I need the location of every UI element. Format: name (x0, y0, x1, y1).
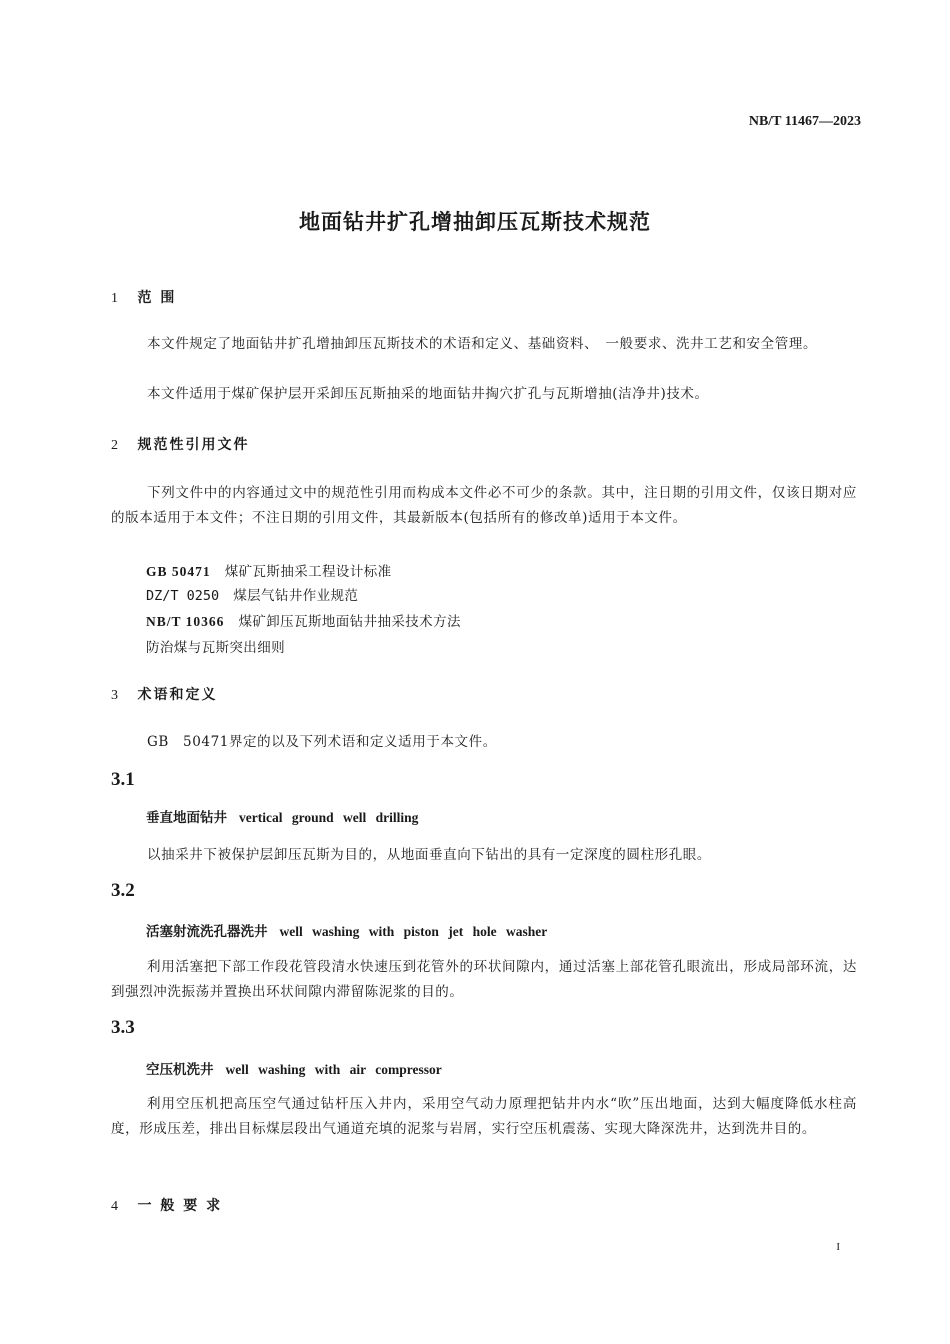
section-3-heading (111, 684, 217, 704)
term-definition: 利用活塞把下部工作段花管段清水快速压到花管外的环状间隙内，通过活塞上部花管孔眼流出，形成局部环流，达到强烈冲洗振荡并置换出环状间隙内滞留陈泥浆的目的。 (111, 959, 857, 1000)
reference-code: GB 50471 (146, 564, 211, 579)
term-english: well washing with air compressor (225, 1062, 442, 1077)
term-number: 3.1 (111, 769, 135, 790)
document-code: NB/T 11467—2023 (748, 114, 861, 129)
section-number: 3 (111, 688, 118, 703)
reference-item (146, 636, 285, 656)
term-number: 3.2 (111, 880, 135, 901)
term-chinese: 活塞射流洗孔器洗井 (146, 924, 268, 940)
section-1-heading (111, 287, 176, 307)
reference-item (146, 584, 358, 604)
term-english: well washing with piston jet hole washer (279, 924, 548, 939)
term-heading (146, 1058, 442, 1078)
section-2-heading (111, 434, 249, 454)
section-title: 范 围 (137, 290, 177, 306)
reference-item (146, 610, 461, 630)
section-4-heading (111, 1195, 222, 1215)
section-title: 术语和定义 (137, 687, 218, 703)
term-chinese: 空压机洗井 (146, 1062, 214, 1078)
section-title: 一 般 要 求 (137, 1198, 223, 1214)
section-number: 4 (111, 1199, 118, 1214)
section-3-paragraph-1: GB 50471界定的以及下列术语和定义适用于本文件。 (147, 734, 497, 750)
page-number: I (836, 1241, 840, 1253)
reference-name: 煤层气钻井作业规范 (233, 588, 359, 604)
reference-name: 煤矿卸压瓦斯地面钻井抽采技术方法 (238, 614, 461, 630)
reference-name: 防治煤与瓦斯突出细则 (146, 640, 285, 656)
reference-item (146, 560, 392, 580)
section-title: 规范性引用文件 (137, 437, 250, 453)
term-english: vertical ground well drilling (239, 810, 419, 825)
section-2-paragraph-1: 下列文件中的内容通过文中的规范性引用而构成本文件必不可少的条款。其中，注日期的引用文件，仅该日期对应的版本适用于本文件；不注日期的引用文件，其最新版本(包括所有的修改单)适用于本文件。 (111, 485, 857, 526)
term-chinese: 垂直地面钻井 (146, 810, 227, 826)
reference-code: NB/T 10366 (146, 614, 225, 629)
section-number: 2 (111, 438, 118, 453)
term-definition: 利用空压机把高压空气通过钻杆压入井内，采用空气动力原理把钻井内水“吹”压出地面，达到大幅度降低水柱高度，形成压差，排出目标煤层段出气通道充填的泥浆与岩屑，实行空压机震荡、实现大降深洗井，达到洗井目的。 (111, 1096, 857, 1137)
section-number: 1 (111, 291, 118, 306)
document-title: 地面钻井扩孔增抽卸压瓦斯技术规范 (299, 210, 651, 234)
term-definition: 以抽采井下被保护层卸压瓦斯为目的，从地面垂直向下钻出的具有一定深度的圆柱形孔眼。 (147, 847, 711, 863)
term-heading (146, 920, 547, 940)
term-number: 3.3 (111, 1017, 135, 1038)
reference-name: 煤矿瓦斯抽采工程设计标准 (224, 564, 392, 580)
section-1-paragraph-1: 本文件规定了地面钻井扩孔增抽卸压瓦斯技术的术语和定义、基础资料、 一般要求、洗井工艺和安全管理。 (147, 336, 818, 352)
term-heading (146, 806, 418, 826)
reference-code: DZ/T 0250 (146, 588, 220, 604)
section-1-paragraph-2: 本文件适用于煤矿保护层开采卸压瓦斯抽采的地面钻井掏穴扩孔与瓦斯增抽(洁净井)技术。 (147, 386, 709, 402)
